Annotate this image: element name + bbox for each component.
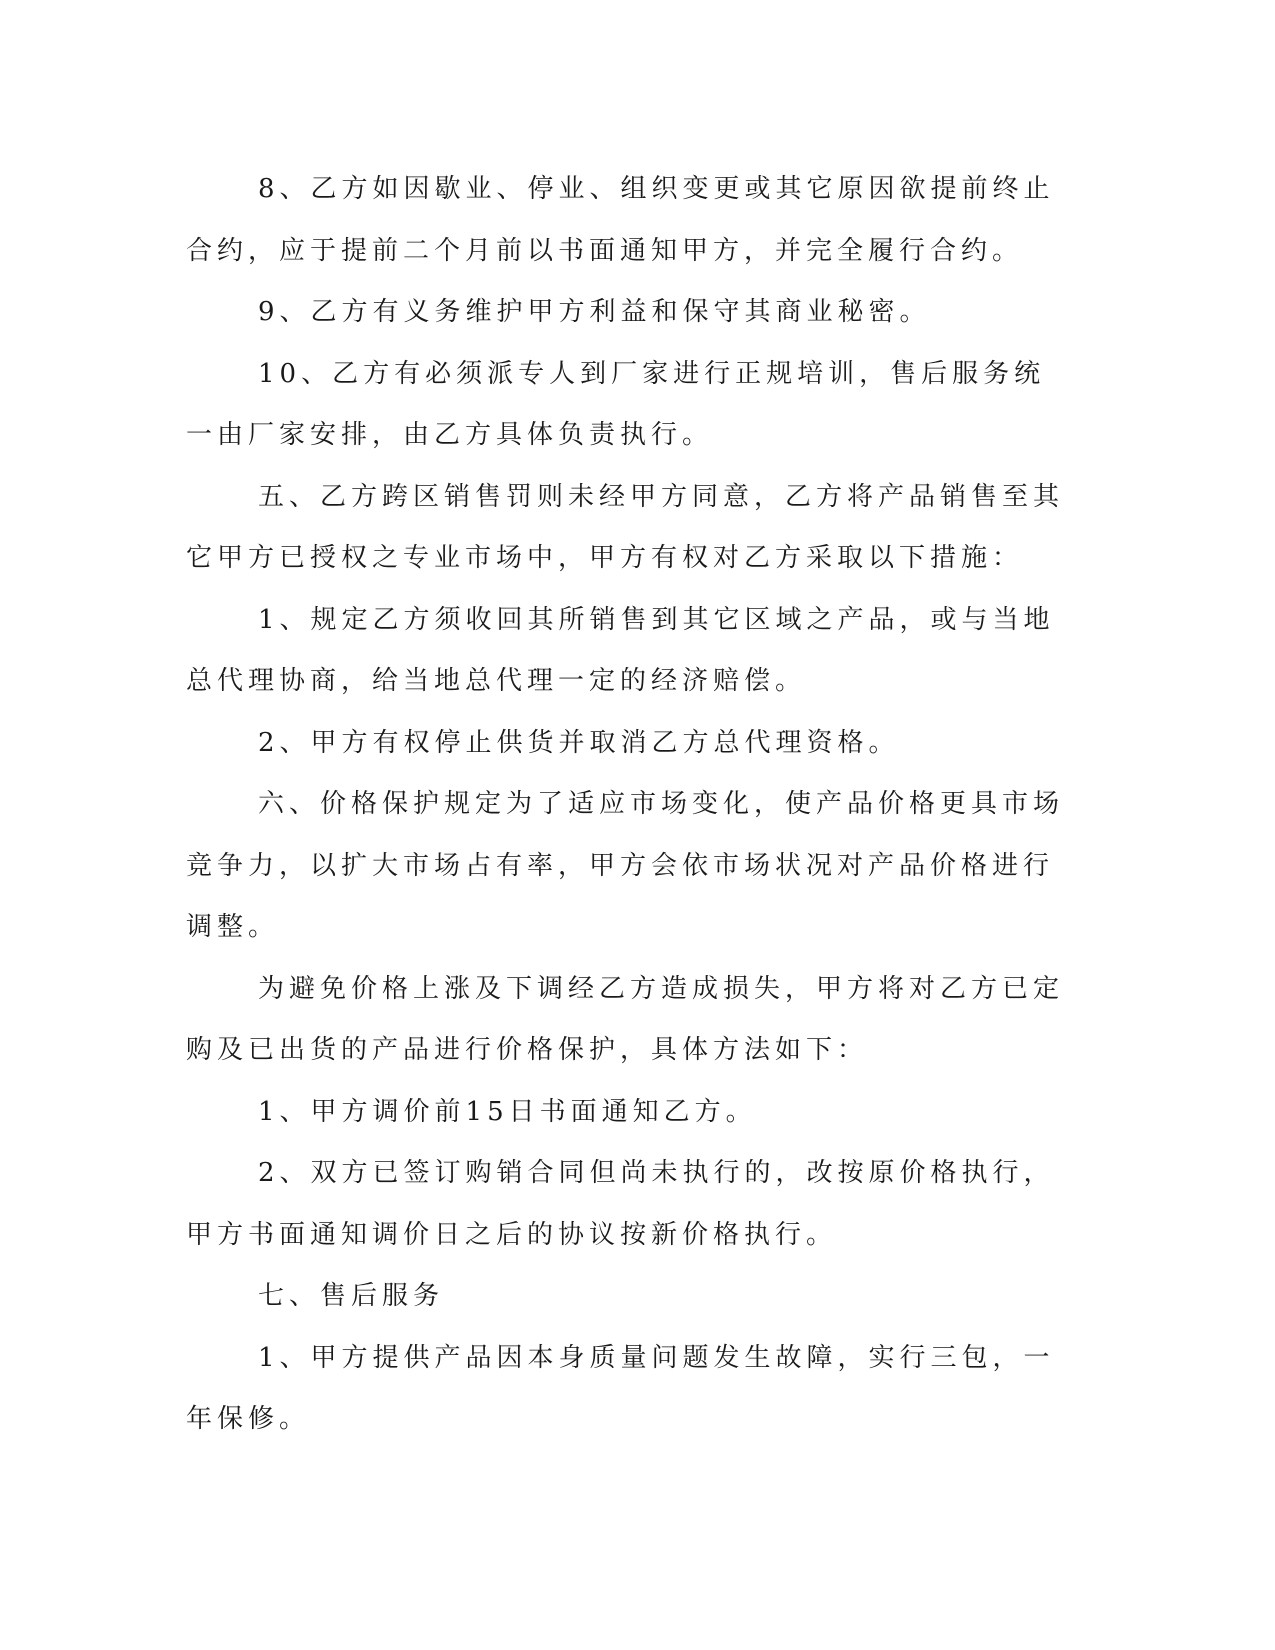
paragraph-section-6-method: 为避免价格上涨及下调经乙方造成损失，甲方将对乙方已定购及已出货的产品进行价格保护，具体方法如下： [186, 973, 1065, 1065]
paragraph-section-6-item-1: 1、甲方调价前15日书面通知乙方。 [258, 1096, 757, 1127]
paragraph-section-5-item-2: 2、甲方有权停止供货并取消乙方总代理资格。 [258, 727, 900, 758]
document-body [186, 159, 1066, 1451]
paragraph-section-5-item-1: 1、规定乙方须收回其所销售到其它区域之产品，或与当地总代理协商，给当地总代理一定的经济赔偿。 [186, 604, 1055, 696]
paragraph-section-6: 六、价格保护规定为了适应市场变化，使产品价格更具市场竞争力，以扩大市场占有率，甲方会依市场状况对产品价格进行调整。 [186, 789, 1065, 942]
paragraph-item-9: 9、乙方有义务维护甲方利益和保守其商业秘密。 [258, 297, 931, 327]
paragraph-section-7-item-1: 1、甲方提供产品因本身质量问题发生故障，实行三包，一年保修。 [186, 1342, 1055, 1434]
paragraph-item-10: 10、乙方有必须派专人到厂家进行正规培训，售后服务统一由厂家安排，由乙方具体负责执行。 [186, 358, 1046, 450]
paragraph-section-5: 五、乙方跨区销售罚则未经甲方同意，乙方将产品销售至其它甲方已授权之专业市场中，甲方有权对乙方采取以下措施： [186, 481, 1065, 573]
paragraph-item-8: 8、乙方如因歇业、停业、组织变更或其它原因欲提前终止合约，应于提前二个月前以书面通知甲方，并完全履行合约。 [186, 174, 1055, 266]
paragraph-section-7-heading: 七、售后服务 [258, 1281, 445, 1311]
paragraph-section-6-item-2: 2、双方已签订购销合同但尚未执行的，改按原价格执行，甲方书面通知调价日之后的协议按新价格执行。 [186, 1158, 1055, 1250]
